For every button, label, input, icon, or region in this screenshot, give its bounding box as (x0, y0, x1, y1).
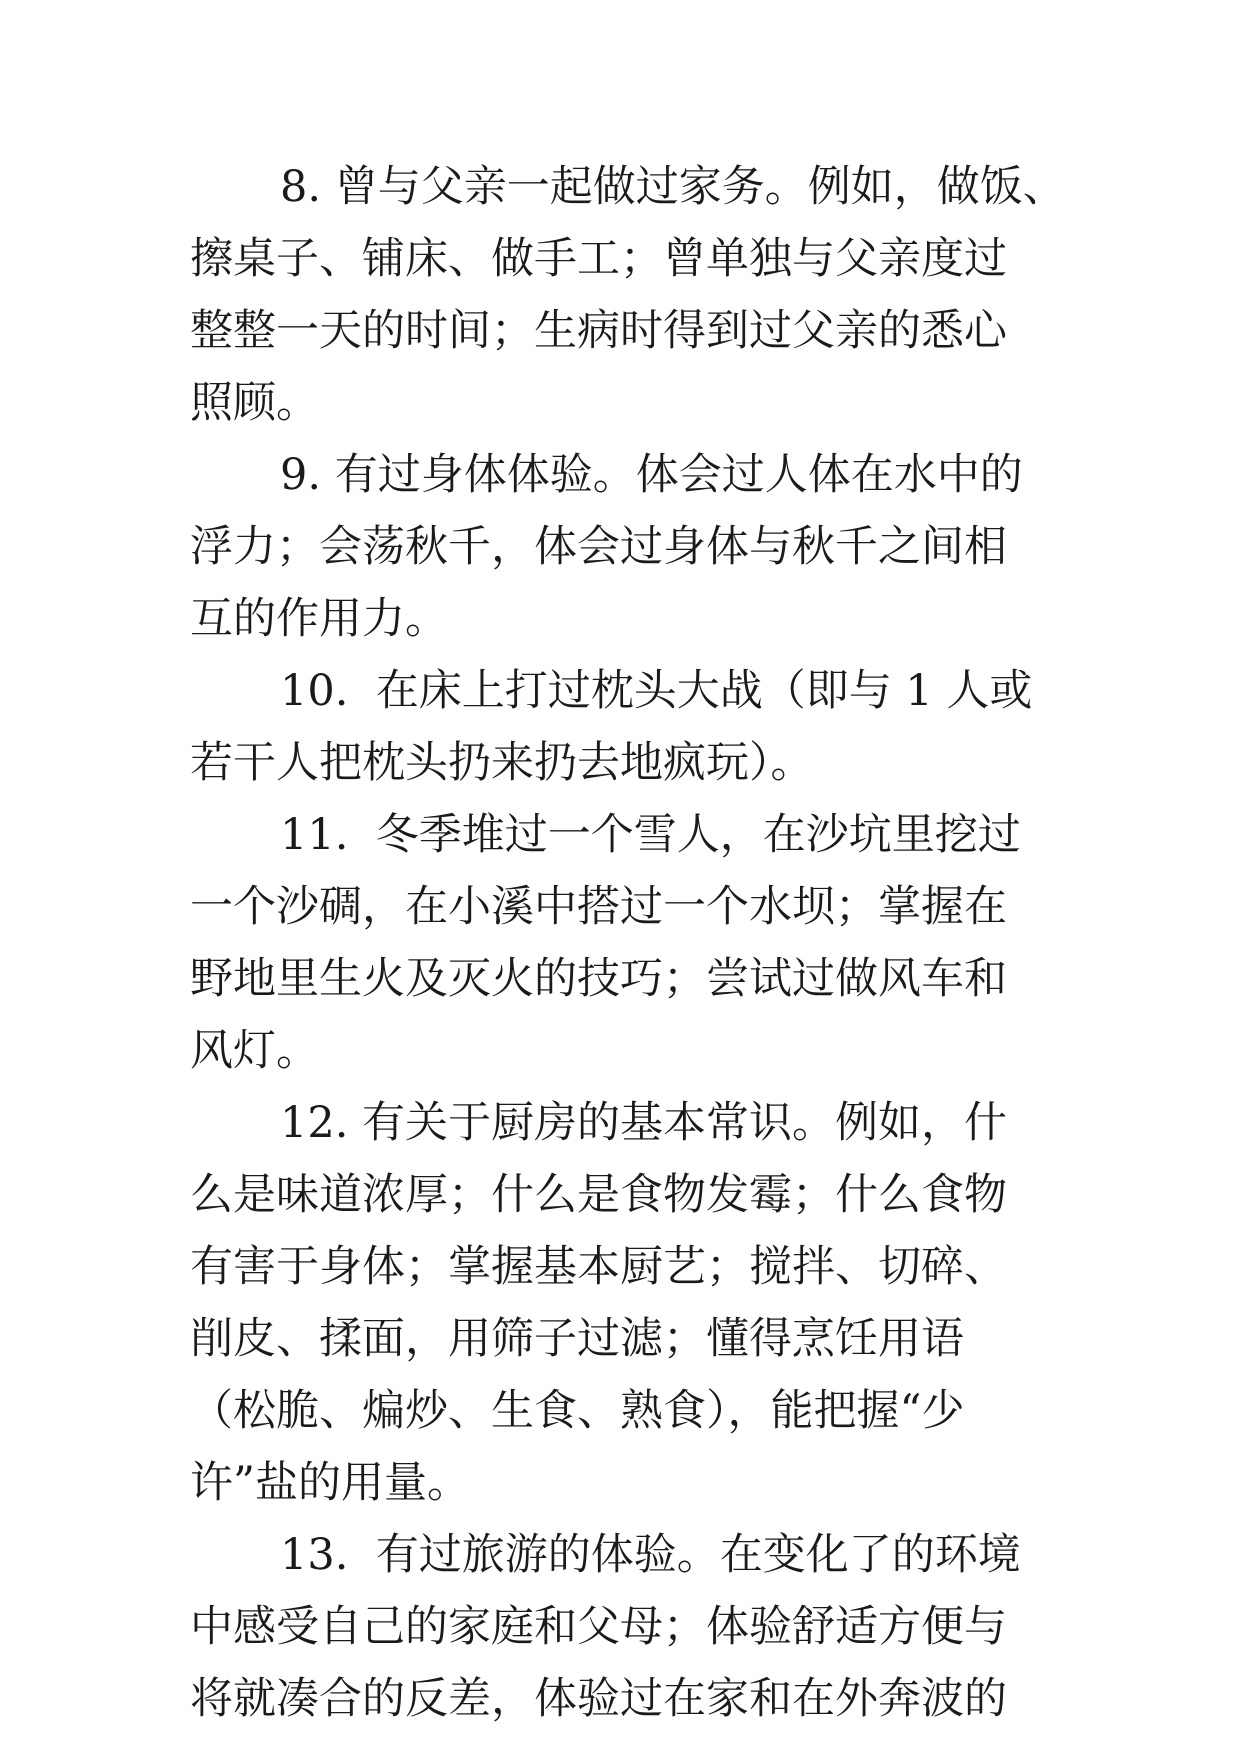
text-line: 么是味道浓厚；什么是食物发霉；什么食物 (190, 1170, 1007, 1220)
text-line: 10. 在床上打过枕头大战（即与 1 人或 (280, 666, 1033, 716)
text-line: 13. 有过旅游的体验。在变化了的环境 (280, 1530, 1021, 1580)
text-line: 中感受自己的家庭和父母；体验舒适方便与 (190, 1602, 1007, 1652)
text-line: 削皮、揉面，用筛子过滤；懂得烹饪用语 (190, 1314, 964, 1364)
text-line: 12. 有关于厨房的基本常识。例如，什 (280, 1098, 1008, 1148)
text-line: 若干人把枕头扔来扔去地疯玩）。 (190, 738, 814, 788)
text-line: 风灯。 (190, 1026, 319, 1076)
text-line: 浮力；会荡秋千，体会过身体与秋千之间相 (190, 522, 1007, 572)
text-line: 互的作用力。 (190, 594, 448, 644)
text-line: 9. 有过身体体验。体会过人体在水中的 (280, 450, 1023, 500)
text-line: 将就凑合的反差，体验过在家和在外奔波的 (190, 1674, 1007, 1724)
text-line: 11. 冬季堆过一个雪人，在沙坑里挖过 (280, 810, 1021, 860)
text-line: （松脆、煸炒、生食、熟食），能把握“少 (190, 1386, 965, 1436)
text-line: 野地里生火及灭火的技巧；尝试过做风车和 (190, 954, 1007, 1004)
text-line: 整整一天的时间；生病时得到过父亲的悉心 (190, 306, 1007, 356)
text-line: 一个沙碉，在小溪中搭过一个水坝；掌握在 (190, 882, 1007, 932)
text-line: 许”盐的用量。 (190, 1458, 470, 1508)
text-line: 擦桌子、铺床、做手工；曾单独与父亲度过 (190, 234, 1007, 284)
text-line: 8. 曾与父亲一起做过家务。例如，做饭、 (280, 162, 1066, 212)
text-line: 有害于身体；掌握基本厨艺；搅拌、切碎、 (190, 1242, 1007, 1292)
text-line: 照顾。 (190, 378, 319, 428)
